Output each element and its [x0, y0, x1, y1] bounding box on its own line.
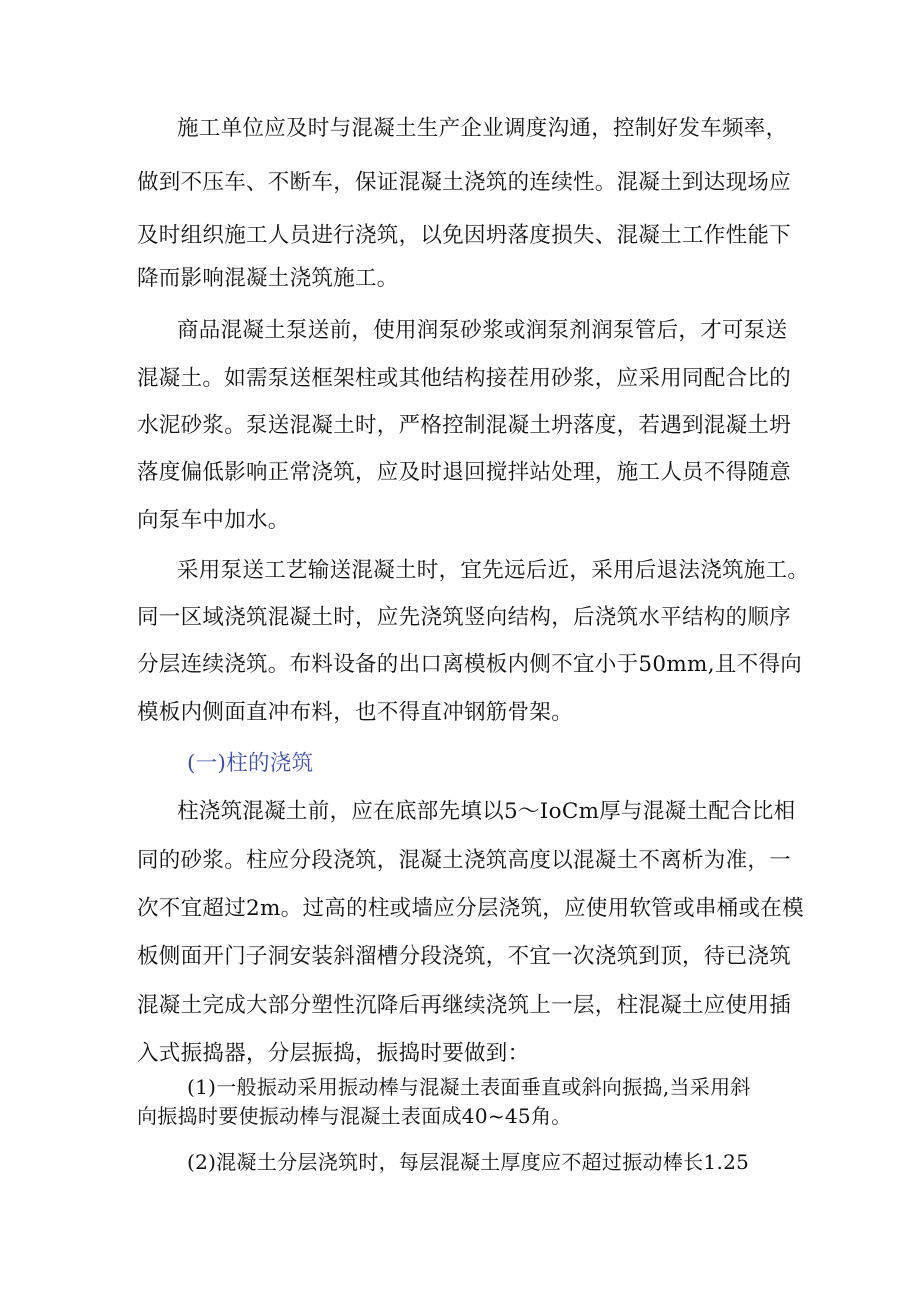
- paragraph-line: 及时组织施工人员进行浇筑，以免因坍落度损失、混凝土工作性能下: [137, 223, 792, 248]
- paragraph-line: 混凝土完成大部分塑性沉降后再继续浇筑上一层，柱混凝土应使用插: [137, 993, 792, 1018]
- paragraph-line: 入式振捣器，分层振捣，振捣时要做到：: [137, 1041, 530, 1066]
- paragraph-line: 商品混凝土泵送前，使用润泵砂浆或润泵剂润泵管后，才可泵送: [177, 318, 788, 343]
- paragraph-line: 柱浇筑混凝土前，应在底部先填以5～IoCm厚与混凝土配合比相: [177, 799, 796, 824]
- paragraph-line: 落度偏低影响正常浇筑，应及时退回搅拌站处理，施工人员不得随意: [137, 460, 792, 485]
- paragraph-line: 降而影响混凝土浇筑施工。: [137, 266, 399, 291]
- list-item-line: (2)混凝土分层浇筑时，每层混凝土厚度应不超过振动棒长1.25: [187, 1150, 750, 1174]
- list-item-line: (1)一般振动采用振动棒与混凝土表面垂直或斜向振捣,当采用斜: [187, 1075, 751, 1099]
- paragraph-line: 向泵车中加水。: [137, 508, 290, 533]
- paragraph-line: 混凝土。如需泵送框架柱或其他结构接茬用砂浆，应采用同配合比的: [137, 366, 792, 391]
- paragraph-line: 做到不压车、不断车，保证混凝土浇筑的连续性。混凝土到达现场应: [137, 170, 792, 195]
- paragraph-line: 水泥砂浆。泵送混凝土时，严格控制混凝土坍落度，若遇到混凝土坍: [137, 413, 792, 438]
- list-item-line: 向振捣时要使振动棒与混凝土表面成40~45角。: [137, 1104, 572, 1128]
- paragraph-line: 施工单位应及时与混凝土生产企业调度沟通，控制好发车频率，: [177, 116, 788, 141]
- paragraph-line: 板侧面开门子洞安装斜溜槽分段浇筑，不宜一次浇筑到顶，待已浇筑: [137, 944, 792, 969]
- section-heading: (一)柱的浇筑: [187, 751, 314, 776]
- paragraph-line: 同一区域浇筑混凝土时，应先浇筑竖向结构，后浇筑水平结构的顺序: [137, 605, 792, 630]
- paragraph-line: 次不宜超过2m。过高的柱或墙应分层浇筑，应使用软管或串桶或在模: [137, 896, 804, 921]
- paragraph-line: 模板内侧面直冲布料，也不得直冲钢筋骨架。: [137, 700, 574, 725]
- paragraph-line: 采用泵送工艺输送混凝土时，宜先远后近，采用后退法浇筑施工。: [177, 558, 810, 583]
- paragraph-line: 同的砂浆。柱应分段浇筑，混凝土浇筑高度以混凝土不离析为准，一: [137, 848, 792, 873]
- paragraph-line: 分层连续浇筑。布料设备的出口离模板内侧不宜小于50mm,且不得向: [137, 652, 803, 677]
